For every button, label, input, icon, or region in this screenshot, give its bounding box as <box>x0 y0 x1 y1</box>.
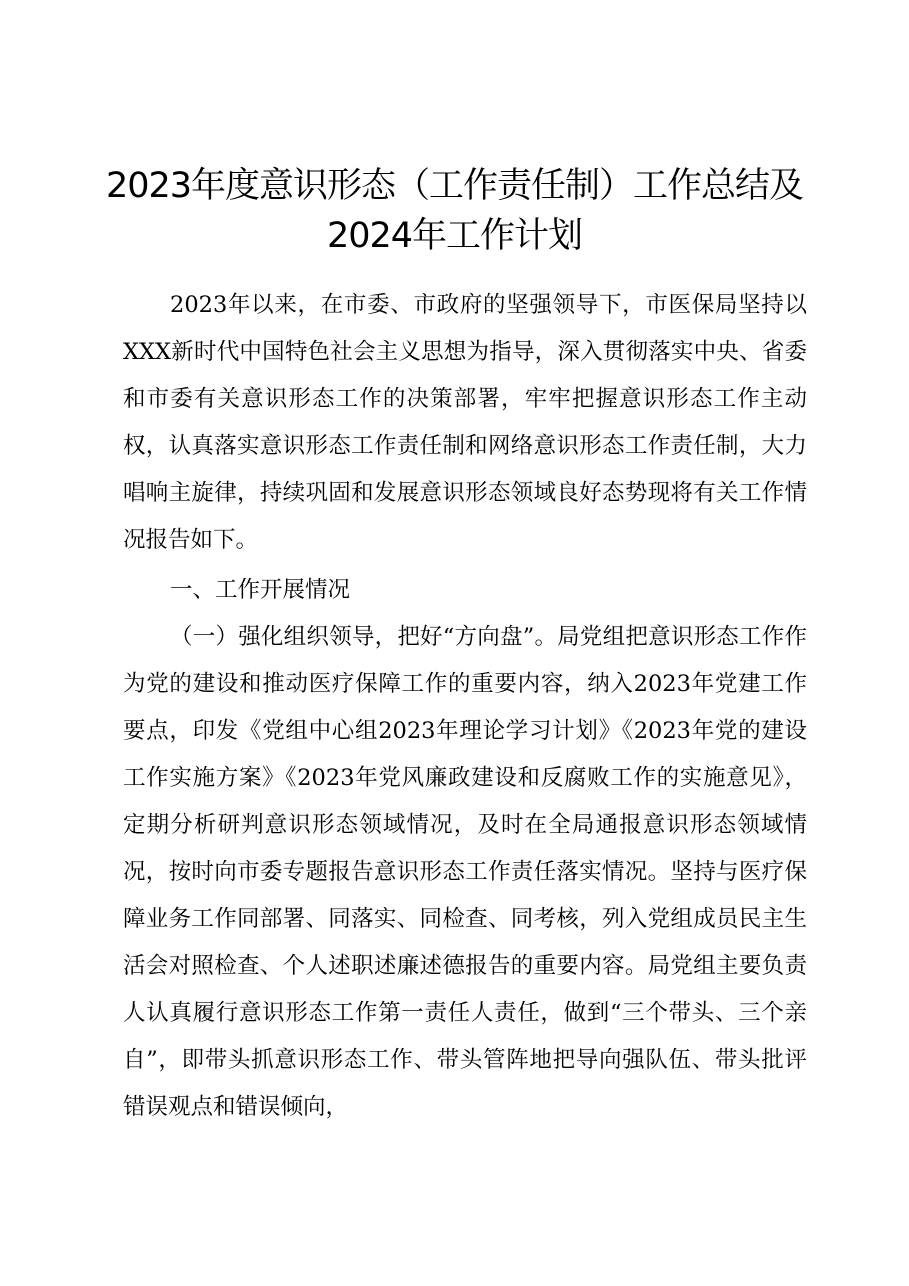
intro-paragraph: 2023年以来，在市委、市政府的坚强领导下，市医保局坚持以XXX新时代中国特色社会主义思想为指导，深入贯彻落实中央、省委和市委有关意识形态工作的决策部署，牢牢把握意识形态工作主动权，认真落实意识形态工作责任制和网络意识形态工作责任制，大力唱响主旋律，持续巩固和发展意识形态领域良好态势现将有关工作情况报告如下。 <box>123 292 807 553</box>
section-heading: 一、工作开展情况 <box>170 577 351 603</box>
document-title-line-2: 2024年工作计划 <box>326 216 583 256</box>
section-paragraph: （一）强化组织领导，把好“方向盘”。局党组把意识形态工作作为党的建设和推动医疗保障工作的重要内容，纳入2023年党建工作要点，印发《党组中心组2023年理论学习计划》《2023年党的建设工作实施方案》《2023年党风廉政建设和反腐败工作的实施意见》，定期分析研判意识形态领域情况，及时在全局通报意识形态领域情况，按时向市委专题报告意识形态工作责任落实情况。坚持与医疗保障业务工作同部署、同落实、同检查、同考核，列入党组成员民主生活会对照检查、个人述职述廉述德报告的重要内容。局党组主要负责人认真履行意识形态工作第一责任人责任，做到“三个带头、三个亲自”，即带头抓意识形态工作、带头管阵地把导向强队伍、带头批评错误观点和错误倾向， <box>123 624 807 1120</box>
document-title-line-1: 2023年度意识形态（工作责任制）工作总结及 <box>105 166 804 206</box>
